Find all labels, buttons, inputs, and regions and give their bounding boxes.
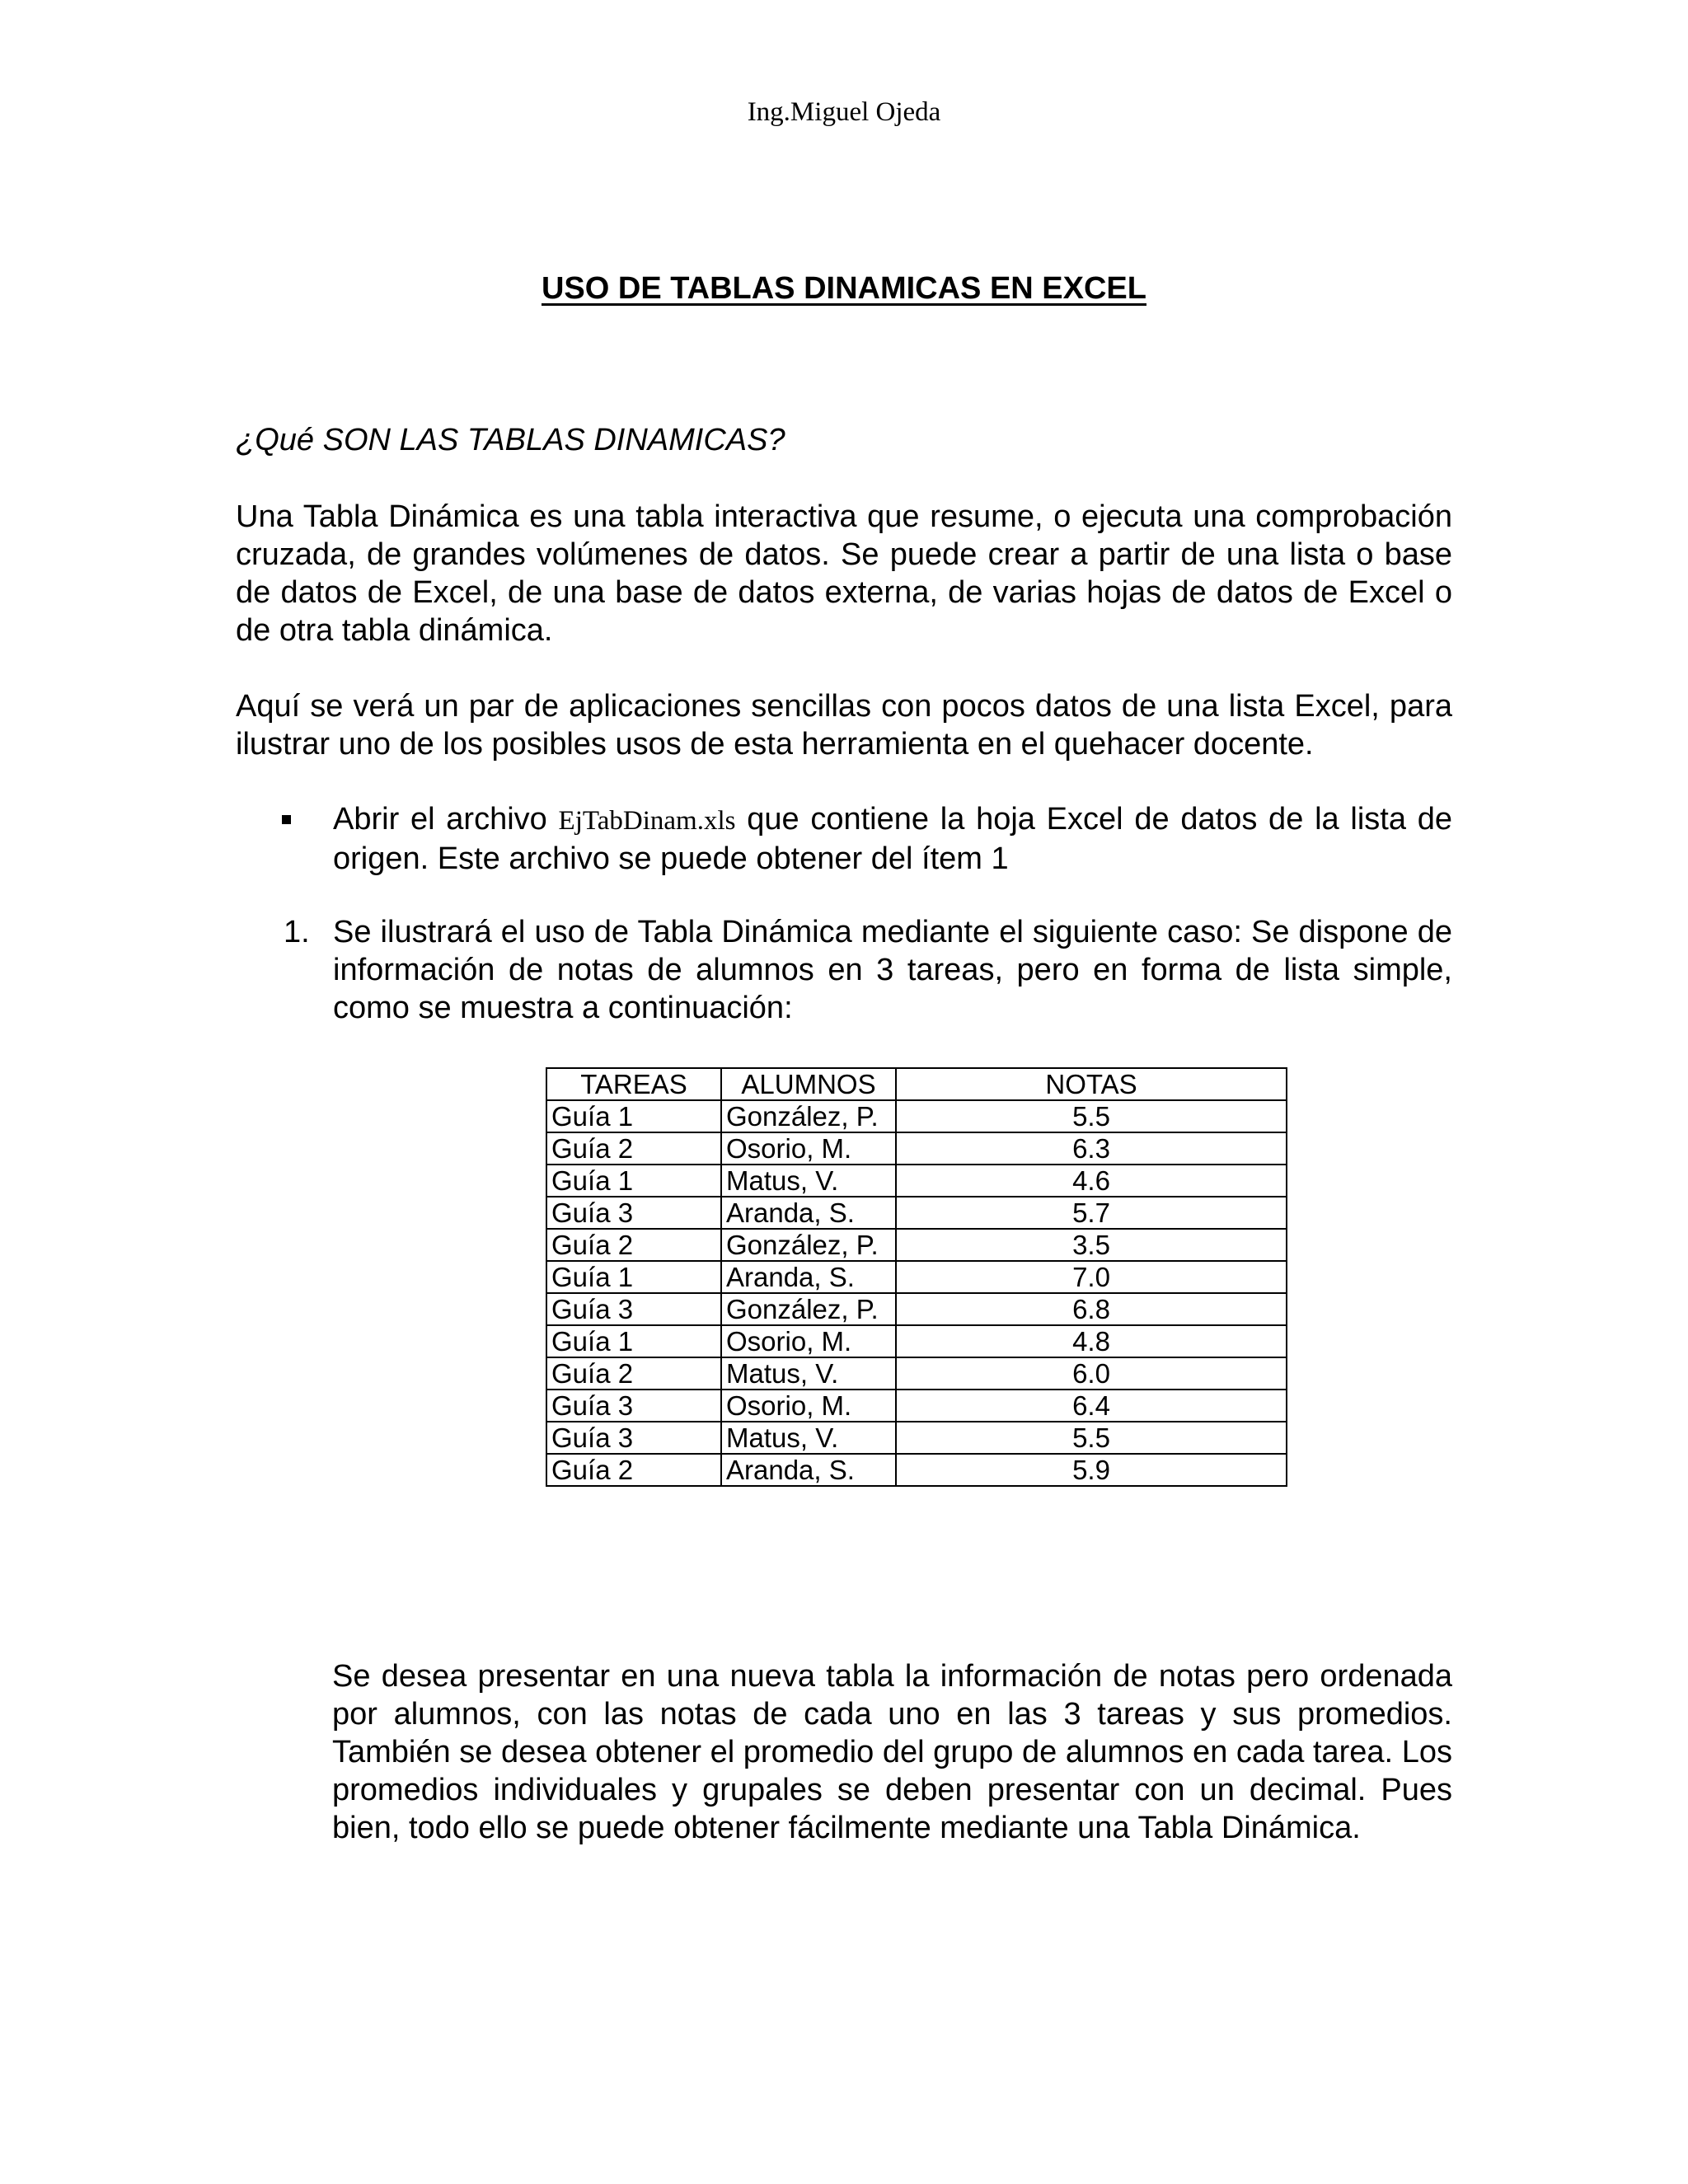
cell-alumno: Osorio, M. xyxy=(721,1390,896,1422)
table-body xyxy=(546,1100,1287,1486)
cell-nota: 5.7 xyxy=(896,1197,1287,1229)
cell-alumno: Aranda, S. xyxy=(721,1454,896,1486)
cell-tarea: Guía 3 xyxy=(546,1197,721,1229)
section-heading: ¿Qué SON LAS TABLAS DINAMICAS? xyxy=(236,423,785,457)
bullet-text-after: que contiene la hoja Excel de datos de la lista de origen. Este archivo se puede obtener del ítem 1 xyxy=(333,802,1452,876)
table-row xyxy=(546,1390,1287,1422)
cell-alumno: Osorio, M. xyxy=(721,1325,896,1357)
cell-nota: 6.8 xyxy=(896,1293,1287,1325)
cell-nota: 6.4 xyxy=(896,1390,1287,1422)
header-alumnos: ALUMNOS xyxy=(721,1068,896,1100)
table-row xyxy=(546,1454,1287,1486)
cell-tarea: Guía 2 xyxy=(546,1132,721,1165)
list-number: 1. xyxy=(284,915,310,949)
cell-alumno: Aranda, S. xyxy=(721,1261,896,1293)
paragraph-definition: Una Tabla Dinámica es una tabla interactiva que resume, o ejecuta una comprobación cruzada, de grandes volúmenes de datos. Se puede crear a partir de una lista o base de datos de Excel, de una base de datos externa, de varias hojas de datos de Excel o de otra tabla dinámica. xyxy=(236,499,1452,648)
header-author: Ing.Miguel Ojeda xyxy=(747,97,941,127)
cell-nota: 5.9 xyxy=(896,1454,1287,1486)
cell-nota: 6.0 xyxy=(896,1357,1287,1390)
cell-tarea: Guía 1 xyxy=(546,1165,721,1197)
table-row xyxy=(546,1357,1287,1390)
bullet-square-icon xyxy=(282,815,291,824)
cell-tarea: Guía 1 xyxy=(546,1100,721,1132)
paragraph-intro: Aquí se verá un par de aplicaciones sencillas con pocos datos de una lista Excel, para ilustrar uno de los posibles usos de esta herramienta en el quehacer docente. xyxy=(236,689,1452,762)
cell-alumno: González, P. xyxy=(721,1229,896,1261)
numbered-list-item xyxy=(236,913,1452,1027)
cell-nota: 4.8 xyxy=(896,1325,1287,1357)
header-tareas: TAREAS xyxy=(546,1068,721,1100)
document-title: USO DE TABLAS DINAMICAS EN EXCEL xyxy=(541,271,1146,306)
cell-nota: 4.6 xyxy=(896,1165,1287,1197)
cell-alumno: González, P. xyxy=(721,1100,896,1132)
grades-table xyxy=(546,1067,1287,1487)
cell-tarea: Guía 3 xyxy=(546,1390,721,1422)
bullet-item-text xyxy=(333,800,1452,878)
table-row xyxy=(546,1197,1287,1229)
paragraph-goal: Se desea presentar en una nueva tabla la información de notas pero ordenada por alumnos, con las notas de cada uno en las 3 tareas y sus promedios. También se desea obtener el promedio del grupo de alumnos en cada tarea. Los promedios individuales y grupales se deben presentar con un decimal. Pues bien, todo ello se puede obtener fácilmente mediante una Tabla Dinámica. xyxy=(332,1659,1452,1845)
cell-nota: 6.3 xyxy=(896,1132,1287,1165)
cell-alumno: Aranda, S. xyxy=(721,1197,896,1229)
table-row xyxy=(546,1325,1287,1357)
bullet-text-before: Abrir el archivo xyxy=(333,802,559,837)
table-row xyxy=(546,1100,1287,1132)
cell-alumno: Matus, V. xyxy=(721,1422,896,1454)
table-row xyxy=(546,1422,1287,1454)
cell-alumno: González, P. xyxy=(721,1293,896,1325)
cell-nota: 7.0 xyxy=(896,1261,1287,1293)
cell-tarea: Guía 3 xyxy=(546,1293,721,1325)
cell-tarea: Guía 1 xyxy=(546,1261,721,1293)
cell-alumno: Matus, V. xyxy=(721,1165,896,1197)
table-row xyxy=(546,1293,1287,1325)
cell-nota: 5.5 xyxy=(896,1422,1287,1454)
table-row xyxy=(546,1261,1287,1293)
cell-alumno: Osorio, M. xyxy=(721,1132,896,1165)
cell-tarea: Guía 3 xyxy=(546,1422,721,1454)
filename: EjTabDinam.xls xyxy=(558,806,736,836)
cell-nota: 5.5 xyxy=(896,1100,1287,1132)
table-header-row xyxy=(546,1068,1287,1100)
cell-tarea: Guía 2 xyxy=(546,1357,721,1390)
cell-tarea: Guía 2 xyxy=(546,1454,721,1486)
cell-nota: 3.5 xyxy=(896,1229,1287,1261)
table-row xyxy=(546,1132,1287,1165)
cell-alumno: Matus, V. xyxy=(721,1357,896,1390)
table-row xyxy=(546,1229,1287,1261)
table-row xyxy=(546,1165,1287,1197)
bullet-list-item xyxy=(236,800,1452,878)
cell-tarea: Guía 1 xyxy=(546,1325,721,1357)
cell-tarea: Guía 2 xyxy=(546,1229,721,1261)
numbered-item-text: Se ilustrará el uso de Tabla Dinámica mediante el siguiente caso: Se dispone de información de notas de alumnos en 3 tareas, pero en forma de lista simple, como se muestra a continuación: xyxy=(333,915,1452,1025)
header-notas: NOTAS xyxy=(896,1068,1287,1100)
